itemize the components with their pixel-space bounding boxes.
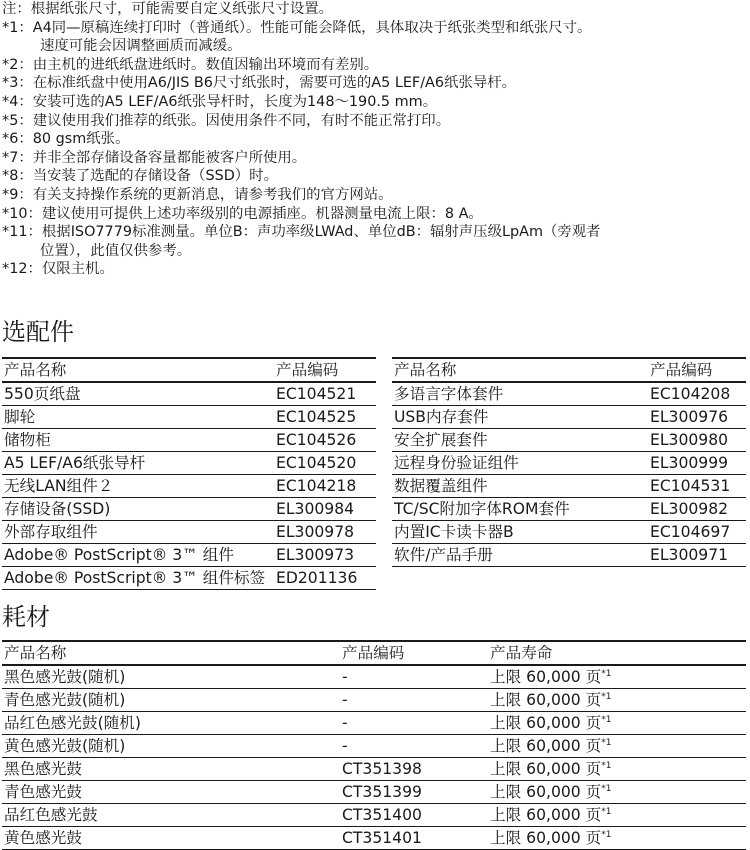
table-row — [2, 475, 376, 498]
product-name: 储物柜 — [2, 429, 274, 452]
options-table-left — [2, 357, 376, 590]
table-row — [2, 804, 746, 827]
product-life — [488, 665, 746, 689]
notes-section — [2, 0, 747, 279]
note-text: 安装可选的A5 LEF/A6纸张导杆时，长度为148～190.5 mm。 — [32, 93, 438, 110]
note-marker: *3： — [2, 75, 33, 92]
options-heading: 选配件 — [2, 318, 74, 346]
consumables-table — [2, 640, 746, 850]
column-header-code: 产品编码 — [274, 358, 376, 382]
product-name: Adobe® PostScript® 3™ 组件标签 — [2, 567, 274, 590]
product-name: 多语言字体套件 — [392, 382, 648, 406]
table-row — [2, 382, 376, 406]
column-header-code: 产品编码 — [340, 641, 488, 665]
life-value: 上限 60,000 页 — [490, 829, 602, 847]
product-name: A5 LEF/A6纸张导杆 — [2, 452, 274, 475]
product-name: 存储设备(SSD) — [2, 498, 274, 521]
life-value: 上限 60,000 页 — [490, 806, 602, 824]
table-row — [392, 406, 746, 429]
note-item — [2, 93, 747, 112]
product-name: 黑色感光鼓 — [2, 758, 340, 781]
product-code: EL300980 — [648, 429, 746, 452]
note-item — [2, 112, 747, 131]
life-value: 上限 60,000 页 — [490, 668, 602, 686]
product-name: 青色感光鼓(随机) — [2, 689, 340, 712]
note-list — [2, 19, 747, 279]
product-code: CT351399 — [340, 781, 488, 804]
product-code: - — [340, 735, 488, 758]
column-header-name: 产品名称 — [392, 358, 648, 382]
footnote-ref: *1 — [601, 784, 612, 794]
note-text: 根据ISO7779标准测量。单位B：声功率级LWAd、单位dB：辐射声压级LpAm（旁观者 — [41, 224, 601, 241]
table-row — [392, 382, 746, 406]
product-life — [488, 804, 746, 827]
product-life — [488, 827, 746, 850]
product-name: 远程身份验证组件 — [392, 452, 648, 475]
note-text: 并非全部存储设备容量都能被客户所使用。 — [32, 149, 307, 166]
note-item — [2, 149, 747, 168]
note-item — [2, 19, 747, 38]
note-marker: *5： — [2, 112, 33, 129]
product-name: 数据覆盖组件 — [392, 475, 648, 498]
consumables-heading: 耗材 — [2, 603, 50, 631]
table-row — [2, 429, 376, 452]
note-text: 在标准纸盘中使用A6/JIS B6尺寸纸张时，需要可选的A5 LEF/A6纸张导杆。 — [32, 75, 517, 92]
product-code: CT351398 — [340, 758, 488, 781]
note-item — [2, 130, 747, 149]
product-code: EL300999 — [648, 452, 746, 475]
product-name: 无线LAN组件２ — [2, 475, 274, 498]
product-code: ED201136 — [274, 567, 376, 590]
table-row — [2, 689, 746, 712]
product-code: EL300982 — [648, 498, 746, 521]
product-name: 550页纸盘 — [2, 382, 274, 406]
product-name: 黑色感光鼓(随机) — [2, 665, 340, 689]
column-header-name: 产品名称 — [2, 641, 340, 665]
product-code: CT351401 — [340, 827, 488, 850]
product-code: EL300976 — [648, 406, 746, 429]
product-code: EC104531 — [648, 475, 746, 498]
product-name: USB内存套件 — [392, 406, 648, 429]
product-code: EC104526 — [274, 429, 376, 452]
note-marker: *8： — [2, 168, 33, 185]
note-text: 仅限主机。 — [41, 261, 114, 278]
note-text: 当安装了选配的存储设备（SSD）时。 — [32, 168, 278, 185]
product-code: - — [340, 665, 488, 689]
table-row — [2, 827, 746, 850]
product-code: EC104218 — [274, 475, 376, 498]
product-name: 青色感光鼓 — [2, 781, 340, 804]
table-row — [2, 452, 376, 475]
life-value: 上限 60,000 页 — [490, 737, 602, 755]
table-row — [2, 758, 746, 781]
table-row — [392, 498, 746, 521]
table-header-row — [2, 641, 746, 665]
product-life — [488, 781, 746, 804]
product-code: - — [340, 689, 488, 712]
note-item — [2, 56, 747, 75]
table-row — [2, 735, 746, 758]
footnote-ref: *1 — [601, 830, 612, 840]
product-life — [488, 689, 746, 712]
life-value: 上限 60,000 页 — [490, 691, 602, 709]
footnote-ref: *1 — [601, 807, 612, 817]
life-value: 上限 60,000 页 — [490, 760, 602, 778]
options-table-right — [392, 357, 746, 567]
table-header-row — [392, 358, 746, 382]
product-life — [488, 758, 746, 781]
note-marker: *10： — [2, 205, 42, 222]
product-life — [488, 735, 746, 758]
product-name: 安全扩展套件 — [392, 429, 648, 452]
table-row — [392, 544, 746, 567]
table-row — [392, 429, 746, 452]
note-text: 建议使用可提供上述功率级别的电源插座。机器测量电流上限：8 A。 — [41, 205, 483, 222]
note-text: 有关支持操作系统的更新消息，请参考我们的官方网站。 — [32, 186, 393, 203]
note-marker: *9： — [2, 186, 33, 203]
product-code: EC104208 — [648, 382, 746, 406]
table-row — [2, 567, 376, 590]
note-marker: *11： — [2, 224, 42, 241]
table-row — [2, 712, 746, 735]
product-code: EC104525 — [274, 406, 376, 429]
product-code: EL300978 — [274, 521, 376, 544]
table-row — [2, 665, 746, 689]
product-name: 内置IC卡读卡器B — [392, 521, 648, 544]
product-name: 外部存取组件 — [2, 521, 274, 544]
product-code: EC104697 — [648, 521, 746, 544]
note-item — [2, 167, 747, 186]
table-row — [392, 475, 746, 498]
product-name: 黄色感光鼓 — [2, 827, 340, 850]
product-name: 品红色感光鼓(随机) — [2, 712, 340, 735]
note-continuation: 速度可能会因调整画质而减缓。 — [40, 38, 242, 55]
life-value: 上限 60,000 页 — [490, 783, 602, 801]
note-marker: *2： — [2, 56, 33, 73]
note-item — [2, 223, 747, 242]
table-row — [2, 406, 376, 429]
note-item — [2, 205, 747, 224]
footnote-ref: *1 — [601, 761, 612, 771]
product-code: CT351400 — [340, 804, 488, 827]
note-lead: 注：根据纸张尺寸，可能需要自定义纸张尺寸设置。 — [2, 1, 333, 17]
note-text: 80 gsm纸张。 — [32, 131, 130, 148]
table-row — [2, 544, 376, 567]
footnote-ref: *1 — [601, 669, 612, 679]
table-row — [2, 498, 376, 521]
table-row — [392, 452, 746, 475]
product-name: 品红色感光鼓 — [2, 804, 340, 827]
footnote-ref: *1 — [601, 715, 612, 725]
product-code: EL300971 — [648, 544, 746, 567]
note-marker: *1： — [2, 19, 33, 36]
table-row — [392, 521, 746, 544]
note-item — [2, 186, 747, 205]
product-name: 脚轮 — [2, 406, 274, 429]
footnote-ref: *1 — [601, 738, 612, 748]
note-marker: *12： — [2, 261, 42, 278]
note-marker: *7： — [2, 149, 33, 166]
column-header-code: 产品编码 — [648, 358, 746, 382]
footnote-ref: *1 — [601, 692, 612, 702]
column-header-name: 产品名称 — [2, 358, 274, 382]
product-name: Adobe® PostScript® 3™ 组件 — [2, 544, 274, 567]
product-code: - — [340, 712, 488, 735]
note-text: 建议使用我们推荐的纸张。因使用条件不同，有时不能正常打印。 — [32, 112, 451, 129]
note-item — [2, 74, 747, 93]
table-row — [2, 521, 376, 544]
product-code: EC104520 — [274, 452, 376, 475]
product-name: 软件/产品手册 — [392, 544, 648, 567]
note-item — [2, 260, 747, 279]
table-header-row — [2, 358, 376, 382]
product-name: TC/SC附加字体ROM套件 — [392, 498, 648, 521]
note-text: 由主机的进纸纸盘进纸时。数值因输出环境而有差别。 — [32, 56, 379, 73]
column-header-life: 产品寿命 — [488, 641, 746, 665]
life-value: 上限 60,000 页 — [490, 714, 602, 732]
note-marker: *6： — [2, 131, 33, 148]
product-name: 黄色感光鼓(随机) — [2, 735, 340, 758]
note-text: A4同—原稿连续打印时（普通纸）。性能可能会降低，具体取决于纸张类型和纸张尺寸。 — [32, 19, 592, 36]
product-code: EL300984 — [274, 498, 376, 521]
product-life — [488, 712, 746, 735]
note-marker: *4： — [2, 93, 33, 110]
table-row — [2, 781, 746, 804]
note-continuation: 位置），此值仅供参考。 — [40, 242, 192, 259]
product-code: EL300973 — [274, 544, 376, 567]
product-code: EC104521 — [274, 382, 376, 406]
